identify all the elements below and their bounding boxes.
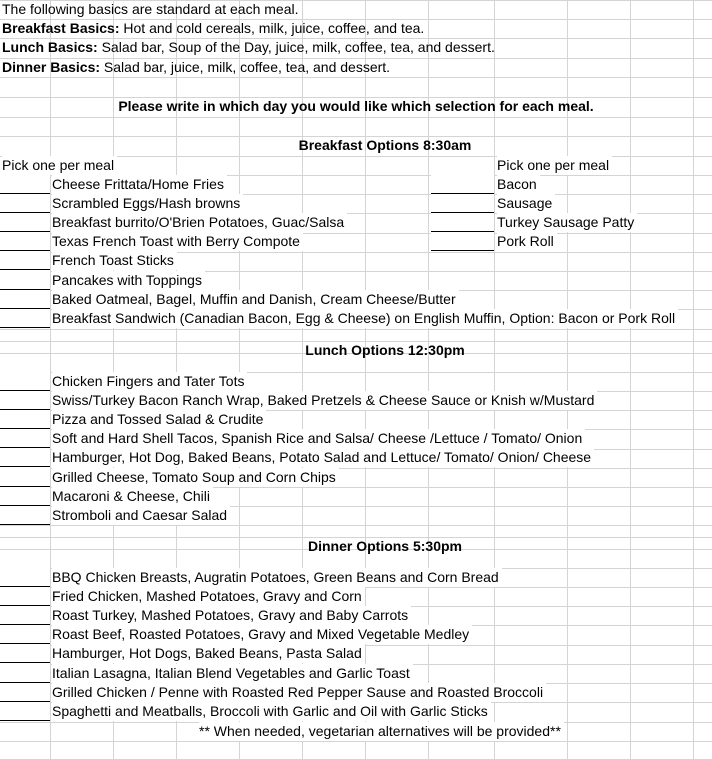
breakfast-option: Cheese Frittata/Home Fries [52, 175, 227, 194]
breakfast-title: Breakfast Options 8:30am [298, 137, 472, 153]
blank-underline [0, 524, 50, 525]
breakfast-side-day-blank[interactable] [431, 194, 494, 213]
dinner-option: Grilled Chicken / Penne with Roasted Red Pepper Sause and Roasted Broccoli [52, 683, 546, 702]
dinner-basics-text: Salad bar, juice, milk, coffee, tea, and dessert. [100, 59, 391, 75]
lunch-option: Soft and Hard Shell Tacos, Spanish Rice and Salsa/ Cheese /Lettuce / Tomato/ Onion [52, 429, 585, 448]
pick-one-right: Pick one per meal [497, 156, 612, 175]
grid-row-line [0, 741, 712, 742]
breakfast-option: French Toast Sticks [52, 251, 177, 270]
breakfast-option: Texas French Toast with Berry Compote [52, 232, 303, 251]
dinner-option: Hamburger, Hot Dogs, Baked Beans, Pasta Salad [52, 644, 365, 663]
blank-underline [0, 466, 50, 467]
lunch-basics [2, 38, 495, 57]
breakfast-option: Scrambled Eggs/Hash browns [52, 194, 243, 213]
grid-row-line [0, 525, 712, 526]
breakfast-day-blank[interactable] [0, 194, 50, 213]
dinner-option: Spaghetti and Meatballs, Broccoli with Garlic and Oil with Garlic Sticks [52, 702, 491, 721]
lunch-day-blank[interactable] [0, 468, 50, 487]
dinner-day-blank[interactable] [0, 683, 50, 702]
dinner-day-blank[interactable] [0, 587, 50, 606]
lunch-option: Hamburger, Hot Dog, Baked Beans, Potato Salad and Lettuce/ Tomato/ Onion/ Cheese [52, 448, 594, 467]
blank-underline [0, 662, 50, 663]
breakfast-side-day-blank[interactable] [431, 175, 494, 194]
lunch-option: Stromboli and Caesar Salad [52, 506, 230, 525]
lunch-option: Chicken Fingers and Tater Tots [52, 372, 247, 391]
grid-row-line [0, 77, 712, 78]
lunch-option: Swiss/Turkey Bacon Ranch Wrap, Baked Pretzels & Cheese Sauce or Knish w/Mustard [52, 391, 597, 410]
dinner-option: BBQ Chicken Breasts, Augratin Potatoes, Green Beans and Corn Bread [52, 568, 502, 587]
lunch-day-blank[interactable] [0, 372, 50, 391]
pick-one-left: Pick one per meal [2, 156, 117, 175]
breakfast-day-blank[interactable] [0, 251, 50, 270]
breakfast-option: Pancakes with Toppings [52, 271, 205, 290]
lunch-basics-label: Lunch Basics: [2, 39, 98, 55]
blank-underline [431, 250, 494, 251]
dinner-day-blank[interactable] [0, 644, 50, 663]
grid-row-line [0, 329, 712, 330]
breakfast-day-blank[interactable] [0, 175, 50, 194]
blank-underline [0, 269, 50, 270]
dinner-option: Italian Lasagna, Italian Blend Vegetables and Garlic Toast [52, 664, 413, 683]
breakfast-option: Breakfast burrito/O'Brien Potatoes, Guac/Salsa [52, 213, 347, 232]
lunch-option: Pizza and Tossed Salad & Crudite [52, 410, 266, 429]
lunch-option: Grilled Cheese, Tomato Soup and Corn Chips [52, 468, 339, 487]
dinner-day-blank[interactable] [0, 664, 50, 683]
breakfast-day-blank[interactable] [0, 309, 50, 328]
footnote: ** When needed, vegetarian alternatives will be provided** [199, 722, 564, 741]
lunch-day-blank[interactable] [0, 429, 50, 448]
instruction-heading: Please write in which day you would like which selection for each meal. [118, 98, 594, 114]
breakfast-side-day-blank[interactable] [431, 232, 494, 251]
grid-row-line [0, 117, 712, 118]
breakfast-side-option: Pork Roll [497, 232, 557, 251]
dinner-option: Roast Beef, Roasted Potatoes, Gravy and Mixed Vegetable Medley [52, 625, 472, 644]
breakfast-option: Baked Oatmeal, Bagel, Muffin and Danish, Cream Cheese/Butter [52, 290, 459, 309]
dinner-day-blank[interactable] [0, 702, 50, 721]
dinner-basics [2, 58, 390, 77]
lunch-day-blank[interactable] [0, 448, 50, 467]
dinner-title: Dinner Options 5:30pm [307, 538, 463, 554]
breakfast-side-option: Turkey Sausage Patty [497, 213, 637, 232]
intro-line: The following basics are standard at each meal. [2, 1, 299, 17]
breakfast-day-blank[interactable] [0, 290, 50, 309]
breakfast-side-day-blank[interactable] [431, 213, 494, 232]
dinner-option: Roast Turkey, Mashed Potatoes, Gravy and Baby Carrots [52, 606, 411, 625]
lunch-day-blank[interactable] [0, 391, 50, 410]
blank-underline [0, 720, 50, 721]
breakfast-basics-text: Hot and cold cereals, milk, juice, coffee, and tea. [119, 20, 425, 36]
breakfast-day-blank[interactable] [0, 271, 50, 290]
dinner-basics-label: Dinner Basics: [2, 59, 101, 75]
dinner-option: Fried Chicken, Mashed Potatoes, Gravy and Corn [52, 587, 365, 606]
breakfast-basics [2, 19, 424, 38]
breakfast-option: Breakfast Sandwich (Canadian Bacon, Egg & Cheese) on English Muffin, Option: Bacon or Pork Roll [52, 309, 678, 328]
breakfast-day-blank[interactable] [0, 213, 50, 232]
breakfast-day-blank[interactable] [0, 232, 50, 251]
breakfast-basics-label: Breakfast Basics: [2, 20, 120, 36]
lunch-day-blank[interactable] [0, 506, 50, 525]
lunch-day-blank[interactable] [0, 487, 50, 506]
blank-underline [0, 327, 50, 328]
dinner-day-blank[interactable] [0, 625, 50, 644]
lunch-basics-text: Salad bar, Soup of the Day, juice, milk, coffee, tea, and dessert. [97, 39, 495, 55]
dinner-day-blank[interactable] [0, 568, 50, 587]
breakfast-side-option: Bacon [497, 175, 540, 194]
breakfast-side-option: Sausage [497, 194, 555, 213]
lunch-option: Macaroni & Cheese, Chili [52, 487, 213, 506]
lunch-day-blank[interactable] [0, 410, 50, 429]
lunch-title: Lunch Options 12:30pm [305, 342, 465, 358]
dinner-day-blank[interactable] [0, 606, 50, 625]
